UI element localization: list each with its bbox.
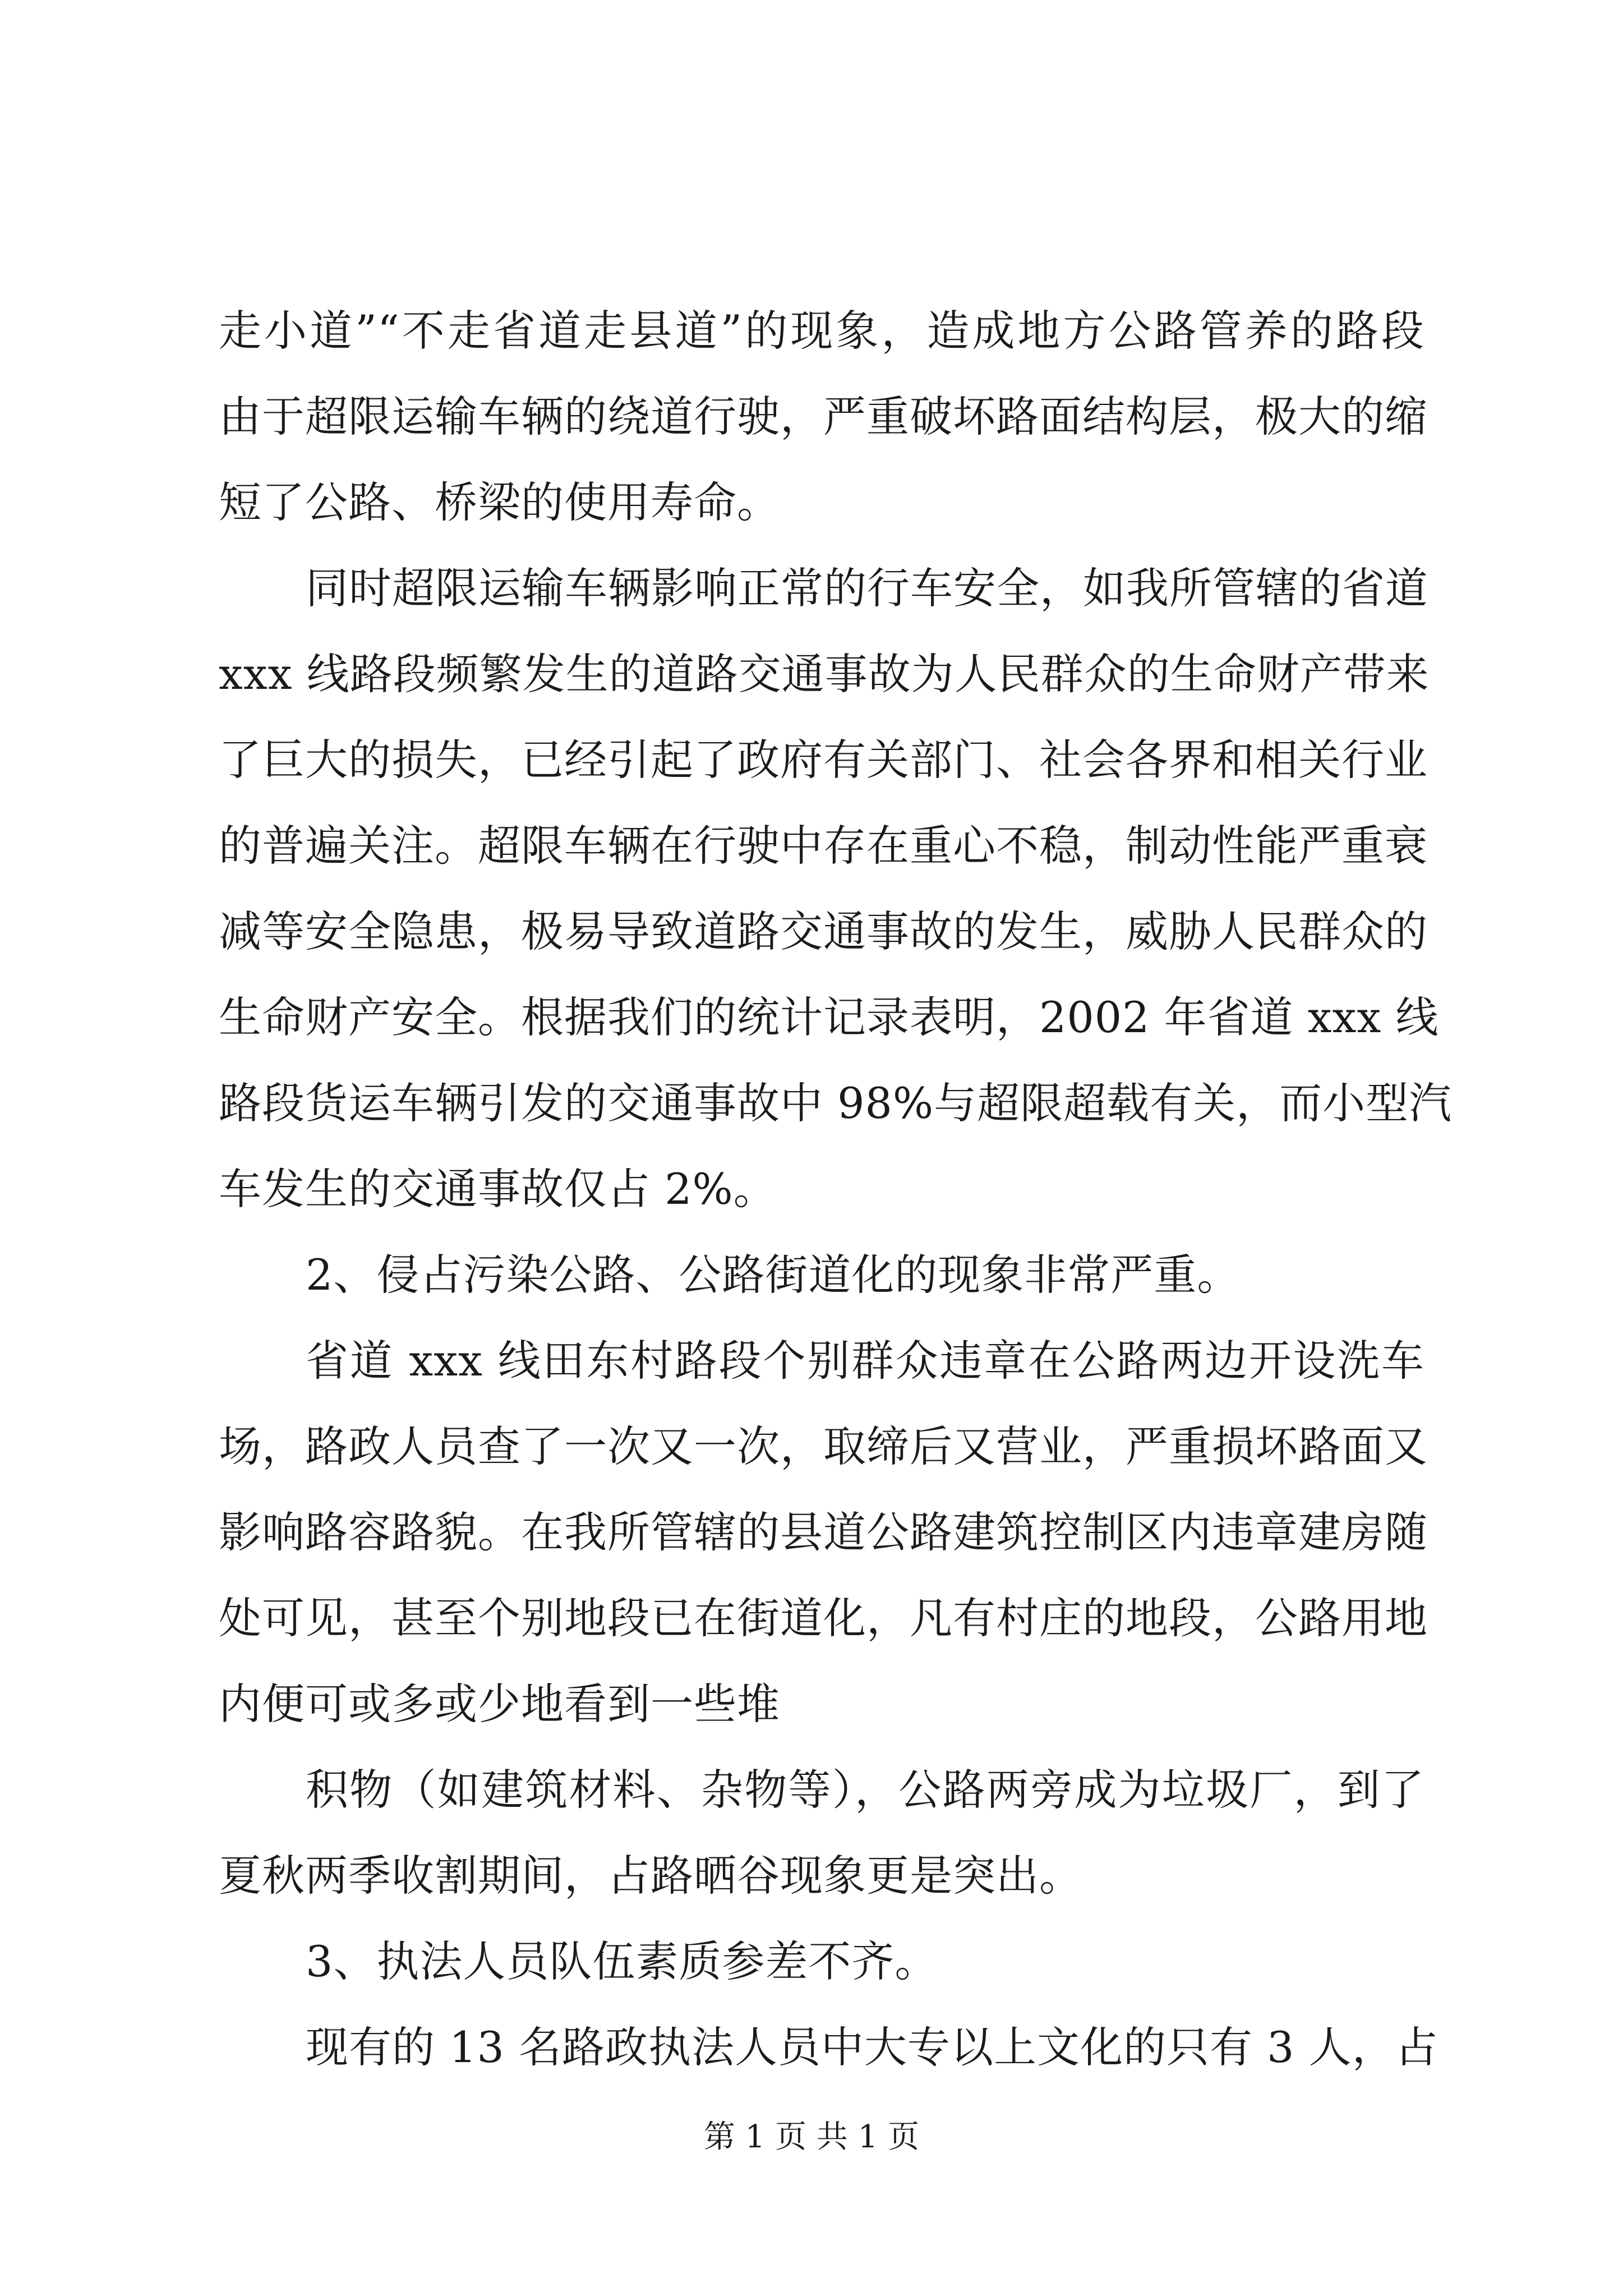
text-line: 车发生的交通事故仅占 2%。 (219, 1164, 777, 1214)
text-line: xxx 线路段频繁发生的道路交通事故为人民群众的生命财产带来 (219, 649, 1430, 699)
text-line: 短了公路、桥梁的使用寿命。 (219, 477, 780, 527)
text-line: 生命财产安全。根据我们的统计记录表明，2002 年省道 xxx 线 (219, 992, 1439, 1042)
page-number-footer: 第 1 页 共 1 页 (703, 2119, 920, 2155)
text-line: 由于超限运输车辆的绕道行驶，严重破坏路面结构层，极大的缩 (219, 392, 1428, 441)
text-line: 走小道”“不走省道走县道”的现象，造成地方公路管养的路段 (219, 306, 1424, 356)
text-line: 的普遍关注。超限车辆在行驶中存在重心不稳，制动性能严重衰 (219, 821, 1428, 871)
paragraph-first-line: 省道 xxx 线田东村路段个别群众违章在公路两边开设洗车 (306, 1336, 1424, 1386)
text-line: 场，路政人员查了一次又一次，取缔后又营业，严重损坏路面又 (219, 1421, 1428, 1471)
paragraph-first-line: 同时超限运输车辆影响正常的行车安全，如我所管辖的省道 (306, 563, 1428, 613)
text-line: 减等安全隐患，极易导致道路交通事故的发生，威胁人民群众的 (219, 907, 1428, 956)
text-line: 路段货运车辆引发的交通事故中 98%与超限超载有关，而小型汽 (219, 1078, 1453, 1128)
paragraph-first-line: 积物（如建筑材料、杂物等），公路两旁成为垃圾厂，到了 (306, 1765, 1424, 1815)
text-line: 了巨大的损失，已经引起了政府有关部门、社会各界和相关行业 (219, 735, 1428, 785)
text-line: 影响路容路貌。在我所管辖的县道公路建筑控制区内违章建房随 (219, 1507, 1428, 1557)
text-line: 处可见，甚至个别地段已在街道化，凡有村庄的地段，公路用地 (219, 1593, 1428, 1643)
text-line: 夏秋两季收割期间，占路晒谷现象更是突出。 (219, 1851, 1082, 1901)
paragraph-first-line: 现有的 13 名路政执法人员中大专以上文化的只有 3 人，占 (306, 2022, 1438, 2072)
section-heading: 2、侵占污染公路、公路街道化的现象非常严重。 (306, 1250, 1241, 1300)
section-heading: 3、执法人员队伍素质参差不齐。 (306, 1936, 938, 1986)
text-line: 内便可或多或少地看到一些堆 (219, 1679, 780, 1729)
